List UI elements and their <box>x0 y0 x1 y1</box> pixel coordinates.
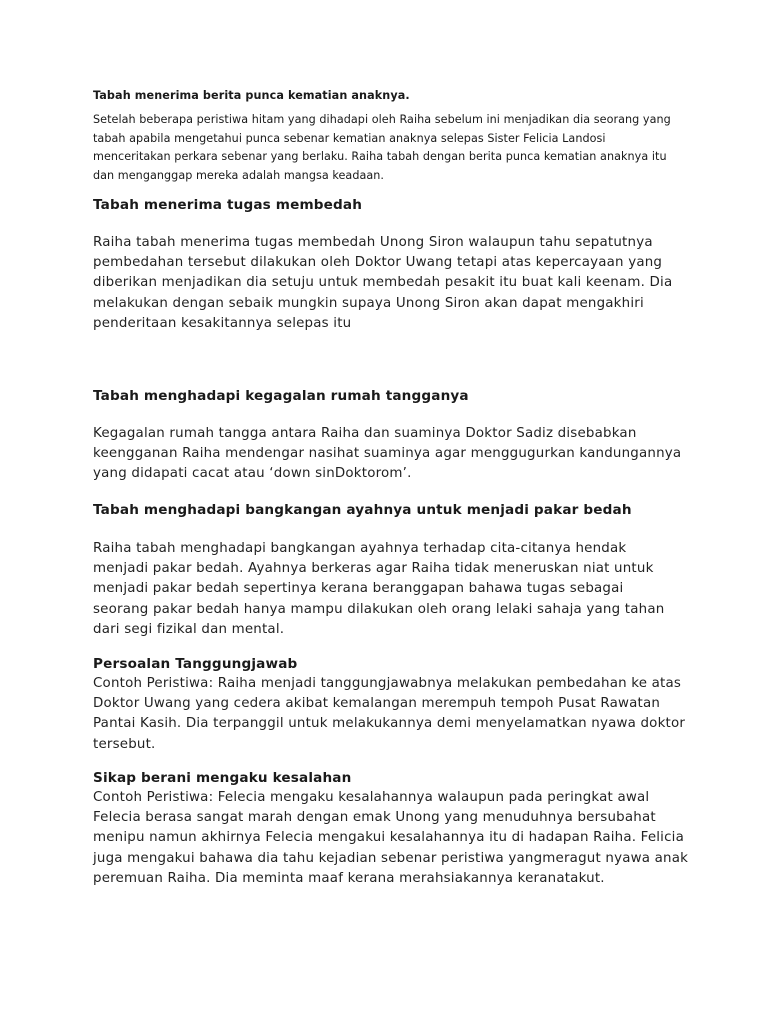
section-heading-5: Sikap berani mengaku kesalahan <box>93 770 352 786</box>
section-body-3: Raiha tabah menghadapi bangkangan ayahnya terhadap cita-citanya hendak menjadi pakar bedah. Ayahnya berkeras agar Raiha tidak meneruskan niat untuk menjadi pakar bedah sepertinya kerana beranggapan bahawa tugas sebagai seorang pakar bedah hanya mampu dilakukan oleh orang lelaki sahaja yang tahan dari segi fizikal dan mental. <box>93 541 665 637</box>
section-block-4 <box>93 654 693 755</box>
section-body-5: Contoh Peristiwa: Felecia mengaku kesalahannya walaupun pada peringkat awal Felecia berasa sangat marah dengan emak Unong yang menuduhnya bersubahat menipu namun akhirnya Felecia mengakui kesalahannya itu di hadapan Raiha. Felicia juga mengakui bahawa dia tahu kejadian sebenar peristiwa yangmeragut nyawa anak peremuan Raiha. Dia meminta maaf kerana merahsiakannya keranatakut. <box>93 790 689 886</box>
section-heading-2: Tabah menghadapi kegagalan rumah tangganya <box>93 388 469 404</box>
section-body-4: Contoh Peristiwa: Raiha menjadi tanggungjawabnya melakukan pembedahan ke atas Doktor Uwang yang cedera akibat kemalangan merempuh tempoh Pusat Rawatan Pantai Kasih. Dia terpanggil untuk melakukannya demi menyelamatkan nyawa doktor tersebut. <box>93 676 686 752</box>
section-heading-4: Persoalan Tanggungjawab <box>93 656 298 672</box>
section-block-5 <box>93 768 693 889</box>
intro-title: Tabah menerima berita punca kematian anaknya. <box>93 89 410 102</box>
section-heading-1: Tabah menerima tugas membedah <box>93 197 363 213</box>
intro-paragraph: Setelah beberapa peristiwa hitam yang dihadapi oleh Raiha sebelum ini menjadikan dia seorang yang tabah apabila mengetahui punca sebenar kematian anaknya selepas Sister Felicia Landosi menceritakan perkara sebenar yang berlaku. Raiha tabah dengan berita punca kematian anaknya itu dan menganggap mereka adalah mangsa keadaan. <box>93 113 671 182</box>
section-body-2: Kegagalan rumah tangga antara Raiha dan suaminya Doktor Sadiz disebabkan keengganan Raiha mendengar nasihat suaminya agar menggugurkan kandungannya yang didapati cacat atau ‘down sinDoktorom’. <box>93 426 682 482</box>
section-body-1: Raiha tabah menerima tugas membedah Unong Siron walaupun tahu sepatutnya pembedahan tersebut dilakukan oleh Doktor Uwang tetapi atas kepercayaan yang diberikan menjadikan dia setuju untuk membedah pesakit itu buat kali keenam. Dia melakukan dengan sebaik mungkin supaya Unong Siron akan dapat mengakhiri penderitaan kesakitannya selepas itu <box>93 235 673 331</box>
section-heading-3: Tabah menghadapi bangkangan ayahnya untuk menjadi pakar bedah <box>93 502 632 518</box>
